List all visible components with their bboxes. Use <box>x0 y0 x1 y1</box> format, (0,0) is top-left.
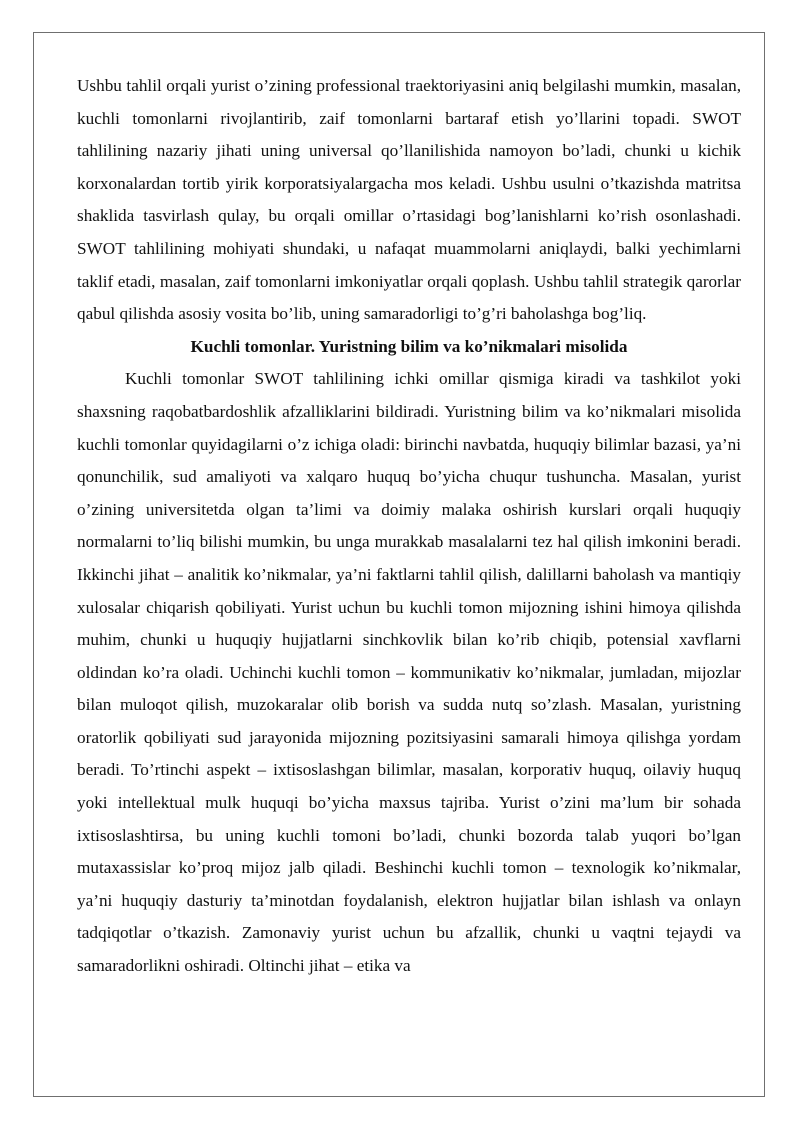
section-heading: Kuchli tomonlar. Yuristning bilim va ko’nikmalari misolida <box>190 336 628 356</box>
document-body <box>77 70 741 983</box>
paragraph-swot-intro: Ushbu tahlil orqali yurist o’zining professional traektoriyasini aniq belgilashi mumkin, masalan, kuchli tomonlarni rivojlantirib, zaif tomonlarni bartaraf etish yo’llarini topadi. SWOT tahlilining nazariy jihati uning universal qo’llanilishida namoyon bo’ladi, chunki u kichik korxonalardan tortib yirik korporatsiyalargacha mos keladi. Ushbu usulni o’tkazishda matritsa shaklida tasvirlash qulay, bu orqali omillar o’rtasidagi bog’lanishlarni ko’rish osonlashadi. SWOT tahlilining mohiyati shundaki, u nafaqat muammolarni aniqlaydi, balki yechimlarni taklif etadi, masalan, zaif tomonlarni imkoniyatlar orqali qoplash. Ushbu tahlil strategik qarorlar qabul qilishda asosiy vosita bo’lib, uning samaradorligi to’g’ri baholashga bog’liq. <box>77 76 741 324</box>
paragraph-strengths: Kuchli tomonlar SWOT tahlilining ichki omillar qismiga kiradi va tashkilot yoki shaxsning raqobatbardoshlik afzalliklarini bildiradi. Yuristning bilim va ko’nikmalari misolida kuchli tomonlar quyidagilarni o’z ichiga oladi: birinchi navbatda, huquqiy bilimlar bazasi, ya’ni qonunchilik, sud amaliyoti va xalqaro huquq bo’yicha chuqur tushuncha. Masalan, yurist o’zining universitetda olgan ta’limi va doimiy malaka oshirish kurslari orqali huquqiy normalarni to’liq bilishi mumkin, bu unga murakkab masalalarni tez hal qilish imkonini beradi. Ikkinchi jihat – analitik ko’nikmalar, ya’ni faktlarni tahlil qilish, dalillarni baholash va mantiqiy xulosalar chiqarish qobiliyati. Yurist uchun bu kuchli tomon mijozning ishini himoya qilishda muhim, chunki u huquqiy hujjatlarni sinchkovlik bilan ko’rib chiqib, potensial xavflarni oldindan ko’ra oladi. Uchinchi kuchli tomon – kommunikativ ko’nikmalar, jumladan, mijozlar bilan muloqot qilish, muzokaralar olib borish va sudda nutq so’zlash. Masalan, yuristning oratorlik qobiliyati sud jarayonida mijozning pozitsiyasini samarali himoya qilishga yordam beradi. To’rtinchi aspekt – ixtisoslashgan bilimlar, masalan, korporativ huquq, oilaviy huquq yoki intellektual mulk huquqi bo’yicha maxsus tajriba. Yurist o’zini ma’lum bir sohada ixtisoslashtirsa, bu uning kuchli tomoni bo’ladi, chunki bozorda talab yuqori bo’lgan mutaxassislar ko’proq mijoz jalb qiladi. Beshinchi kuchli tomon – texnologik ko’nikmalar, ya’ni huquqiy dasturiy ta’minotdan foydalanish, elektron hujjatlar bilan ishlash va onlayn tadqiqotlar o’tkazish. Zamonaviy yurist uchun bu afzallik, chunki u vaqtni tejaydi va samaradorlikni oshiradi. Oltinchi jihat – etika va <box>77 369 741 976</box>
